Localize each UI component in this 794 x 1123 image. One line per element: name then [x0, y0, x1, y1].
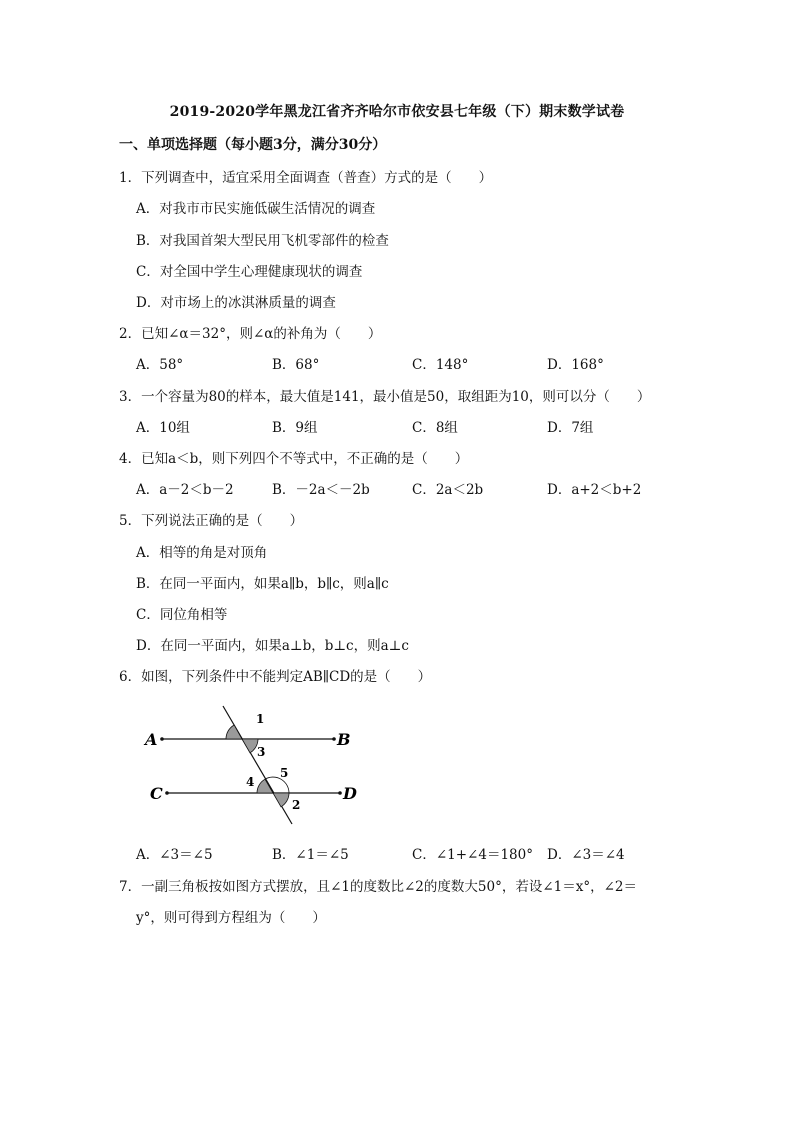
question-5-option-a: A．相等的角是对顶角: [136, 545, 268, 561]
label-angle-4: 4: [246, 775, 255, 789]
question-3-option-c: C．8组: [412, 420, 458, 436]
point-b: [332, 737, 336, 741]
question-7-stem-line-2: y°，则可得到方程组为（ ）: [136, 910, 326, 926]
question-2-option-c: C．148°: [412, 357, 469, 373]
question-2-option-a: A．58°: [136, 357, 184, 373]
question-5-option-d: D．在同一平面内，如果a⊥b，b⊥c，则a⊥c: [136, 638, 409, 654]
label-angle-5: 5: [280, 766, 289, 780]
question-2-option-d: D．168°: [547, 357, 604, 373]
question-7-stem-line-1: 7．一副三角板按如图方式摆放，且∠1的度数比∠2的度数大50°，若设∠1＝x°，∠2＝: [119, 879, 637, 895]
question-1-option-a: A．对我市市民实施低碳生活情况的调查: [136, 201, 376, 217]
label-a: A: [145, 730, 158, 749]
question-4-option-c: C．2a＜2b: [412, 482, 484, 498]
label-angle-2: 2: [292, 798, 301, 812]
question-1-option-b: B．对我国首架大型民用飞机零部件的检查: [136, 233, 389, 249]
question-6-stem: 6．如图，下列条件中不能判定AB∥CD的是（ ）: [119, 669, 432, 685]
angle-4-shade: [257, 779, 273, 793]
question-2-option-b: B．68°: [272, 357, 320, 373]
question-4-stem: 4．已知a＜b，则下列四个不等式中，不正确的是（ ）: [119, 451, 469, 467]
question-4-option-b: B．－2a＜－2b: [272, 482, 370, 498]
label-b: B: [337, 730, 351, 749]
point-a: [160, 737, 164, 741]
question-4-option-d: D．a+2＜b+2: [547, 482, 642, 498]
question-3-stem: 3．一个容量为80的样本，最大值是141，最小值是50，取组距为10，则可以分（ ）: [119, 389, 651, 405]
question-3-option-b: B．9组: [272, 420, 318, 436]
parallel-lines-figure: [140, 700, 380, 830]
point-d: [338, 791, 342, 795]
question-1-stem: 1．下列调查中，适宜采用全面调查（普查）方式的是（ ）: [119, 170, 493, 186]
section-heading: 一、单项选择题（每小题3分，满分30分）: [119, 137, 387, 153]
angle-2-shade: [273, 793, 289, 807]
question-5-stem: 5．下列说法正确的是（ ）: [119, 513, 304, 529]
question-6-option-b: B．∠1＝∠5: [272, 847, 349, 863]
label-c: C: [150, 784, 163, 803]
question-2-stem: 2．已知∠α＝32°，则∠α的补角为（ ）: [119, 326, 382, 342]
question-6-option-c: C．∠1+∠4＝180°: [412, 847, 533, 863]
angle-3-shade: [242, 739, 258, 753]
point-c: [165, 791, 169, 795]
label-angle-1: 1: [256, 712, 265, 726]
question-1-option-c: C．对全国中学生心理健康现状的调查: [136, 264, 363, 280]
question-6-option-a: A．∠3＝∠5: [136, 847, 213, 863]
question-6-option-d: D．∠3＝∠4: [547, 847, 625, 863]
question-4-option-a: A．a－2＜b－2: [136, 482, 234, 498]
question-5-option-c: C．同位角相等: [136, 607, 228, 623]
question-3-option-a: A．10组: [136, 420, 190, 436]
angle-1-shade: [226, 725, 242, 739]
question-3-option-d: D．7组: [547, 420, 594, 436]
label-d: D: [343, 784, 357, 803]
question-5-option-b: B．在同一平面内，如果a∥b，b∥c，则a∥c: [136, 576, 389, 592]
label-angle-3: 3: [257, 745, 266, 759]
page-title: 2019-2020学年黑龙江省齐齐哈尔市依安县七年级（下）期末数学试卷: [169, 104, 625, 120]
question-1-option-d: D．对市场上的冰淇淋质量的调查: [136, 295, 336, 311]
